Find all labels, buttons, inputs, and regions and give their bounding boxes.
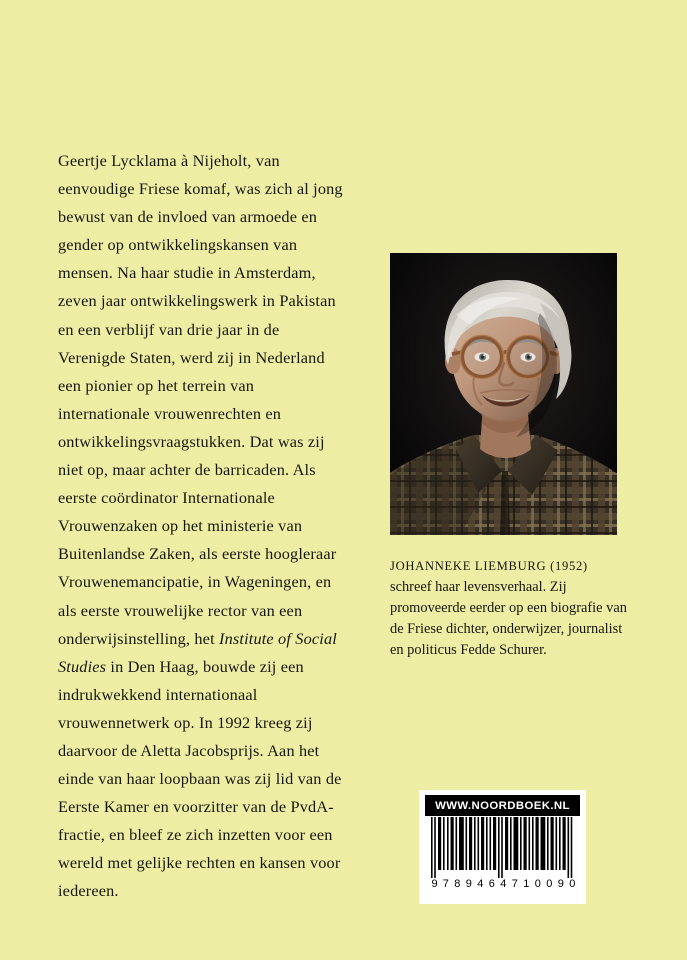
author-name: JOHANNEKE LIEMBURG (1952): [390, 559, 588, 573]
back-cover-blurb: [58, 147, 350, 906]
barcode-digit: 0: [534, 878, 541, 890]
author-portrait-photo: [390, 253, 617, 535]
barcode-digit: 7: [442, 878, 449, 890]
barcode-digit: 0: [546, 878, 553, 890]
barcode-bars: [431, 817, 576, 878]
barcode-digit-group-1: [440, 878, 509, 890]
portrait-illustration: [390, 253, 617, 535]
author-bio-text: schreef haar levensverhaal. Zij promoveerde eerder op een biografie van de Friese dichter, onderwijzer, journalist en politicus Fedde Schurer.: [390, 579, 627, 659]
blurb-text-part-two: in Den Haag, bouwde zij een indrukwekkend internationaal vrouwennetwerk op. In 1992 kreeg zij daarvoor de Aletta Jacobsprijs. Aan het einde van haar loopbaan was zij lid van de Eerste Kamer en voorzitter van de PvdA-fractie, en bleef ze zich inzetten voor een wereld met gelijke rechten en kansen voor iedereen.: [58, 656, 342, 901]
barcode-digit: 0: [569, 878, 576, 890]
barcode-digits: [429, 876, 578, 892]
barcode-stripes-svg: [431, 817, 576, 878]
barcode-digit: 8: [454, 878, 461, 890]
barcode-digit: 7: [511, 878, 518, 890]
barcode-digit-group-2: [509, 878, 578, 890]
barcode-digit: 6: [488, 878, 495, 890]
publisher-url-banner: WWW.NOORDBOEK.NL: [425, 795, 580, 816]
author-bio: [390, 556, 630, 661]
barcode-lead-digit: 9: [431, 878, 438, 890]
barcode-digit: 4: [500, 878, 507, 890]
isbn-barcode-block: [419, 790, 586, 904]
blurb-text-part-one: Geertje Lycklama à Nijeholt, van eenvoudige Friese komaf, was zich al jong bewust van de invloed van armoede en gender op ontwikkelingskansen van mensen. Na haar studie in Amsterdam, zeven jaar ontwikkelingswerk in Pakistan en een verblijf van drie jaar in de Verenigde Staten, werd zij in Nederland een pionier op het terrein van internationale vrouwenrechten en ontwikkelingsvraagstukken. Dat was zij niet op, maar achter de barricaden. Als eerste coördinator Internationale Vrouwenzaken op het ministerie van Buitenlandse Zaken, als eerste hoogleraar Vrouwenemancipatie, in Wageningen, en als eerste vrouwelijke rector van een onderwijsinstelling, het: [58, 151, 343, 648]
barcode-digit: 9: [465, 878, 472, 890]
barcode-digit: 4: [477, 878, 484, 890]
blurb-institution-italic: Institute of Social Studies: [58, 628, 337, 676]
barcode-digit: 1: [523, 878, 530, 890]
barcode-digit: 9: [557, 878, 564, 890]
